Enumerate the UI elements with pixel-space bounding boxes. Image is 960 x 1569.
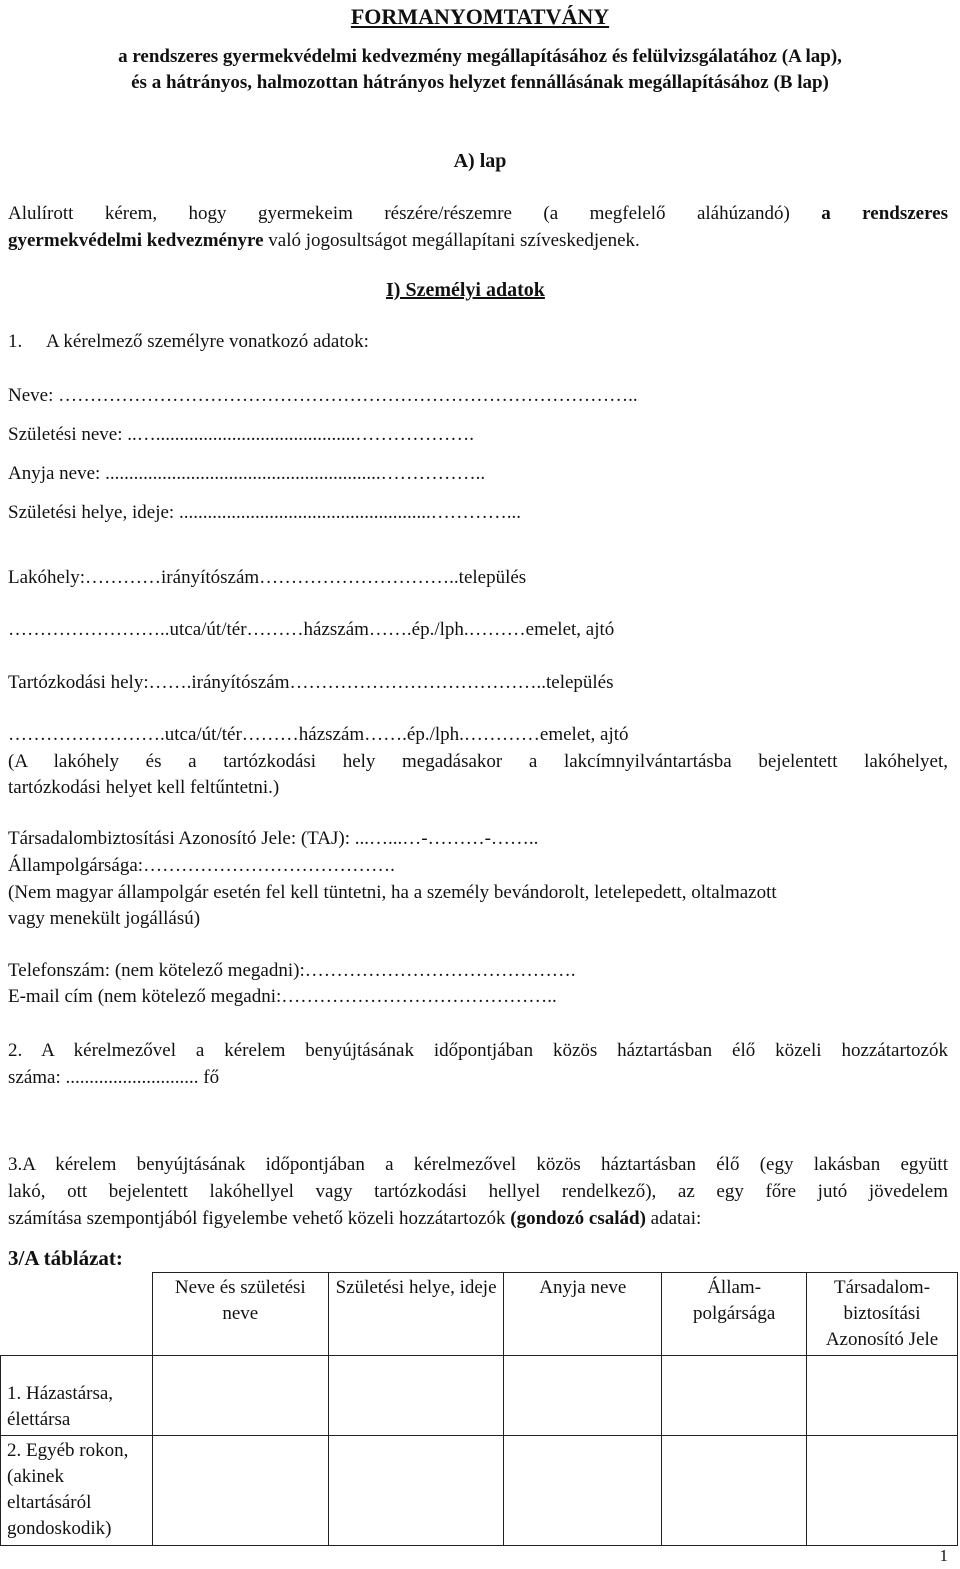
section-personal-data: I) Személyi adatok [386,279,545,301]
table-3a-title: 3/A táblázat: [8,1246,123,1270]
cell-relative-name[interactable] [152,1436,328,1546]
cell-spouse-taj[interactable] [807,1356,958,1436]
sheet-label: A) lap [453,150,507,172]
cell-spouse-name[interactable] [152,1356,328,1436]
item3-line1: 3.A kérelem benyújtásának időpontjában a kérelmezővel közös háztartásban élő (egy lakásban együtt [8,1154,948,1175]
intro-line2-bold: gyermekvédelmi kedvezményre [8,230,264,251]
field-mother-name[interactable]: Anyja neve: ..........................................................…………….. [8,463,486,484]
form-subtitle-line2: és a hátrányos, halmozottan hátrányos helyzet fennállásának megállapításához (B lap) [131,72,829,93]
field-birth-name[interactable]: Születési neve: ..…..........................................………………. [8,424,474,445]
intro-line1 [8,203,948,225]
field-phone[interactable]: Telefonszám: (nem kötelező megadni):……………………………………. [8,960,576,981]
field-temp-residence-line2[interactable]: …………………….utca/út/tér………házszám…….ép./lph.…………emelet, ajtó [8,724,629,745]
table-header-citizenship: Állam-polgársága [662,1273,807,1356]
item3-line3-bold: (gondozó család) [510,1208,646,1229]
intro-line2 [8,230,640,252]
field-residence-line1[interactable]: Lakóhely:…………irányítószám…………………………..település [8,567,527,588]
page-number: 1 [939,1546,948,1565]
item2-line2[interactable]: száma: ............................ fő [8,1067,220,1088]
table-header-birth-place: Születési helye, ideje [328,1273,504,1356]
table-header-row [1,1273,958,1356]
address-note-line1: (A lakóhely és a tartózkodási hely megadásakor a lakcímnyilvántartásba bejelentett lakóhelyet, [8,751,948,772]
item3-line3-text: számítása szempontjából figyelembe vehető közeli hozzátartozók [8,1208,506,1229]
item3-line3-end: adatai: [650,1208,702,1229]
field-email[interactable]: E-mail cím (nem kötelező megadni:…………………………………….. [8,986,557,1007]
field-citizenship[interactable]: Állampolgársága:…………………………………. [8,855,395,876]
field-residence-line2[interactable]: ……………………..utca/út/tér………házszám…….ép./lph.………emelet, ajtó [8,619,615,640]
cell-relative-citizenship[interactable] [662,1436,807,1546]
form-subtitle-line1: a rendszeres gyermekvédelmi kedvezmény megállapításához és felülvizsgálatához (A lap), [118,46,842,67]
row-label-spouse: 1. Házastársa, élettársa [1,1356,153,1436]
cell-spouse-birth[interactable] [328,1356,504,1436]
item1-heading: A kérelmező személyre vonatkozó adatok: [46,331,369,352]
field-birth-place-date[interactable]: Születési helye, ideje: .....................................................…………... [8,502,521,523]
citizenship-note-line2: vagy menekült jogállású) [8,908,201,929]
cell-spouse-mother[interactable] [504,1356,662,1436]
intro-line1-bold: a rendszeres [821,203,949,224]
field-temp-residence-line1[interactable]: Tartózkodási hely:…….irányítószám…………………………………..település [8,672,614,693]
item1-number: 1. [8,331,23,352]
cell-relative-birth[interactable] [328,1436,504,1546]
cell-relative-mother[interactable] [504,1436,662,1546]
table-header-blank [1,1273,153,1356]
table-header-name: Neve és születési neve [152,1273,328,1356]
intro-line1-text: Alulírott kérem, hogy gyermekeim részére/részemre (a megfelelő aláhúzandó) [8,203,790,224]
table-header-mother-name: Anyja neve [504,1273,662,1356]
address-note-line2: tartózkodási helyet kell feltűntetni.) [8,777,280,798]
cell-spouse-citizenship[interactable] [662,1356,807,1436]
intro-line2-text: való jogosultságot megállapítani szíveskedjenek. [268,230,640,251]
row-label-other-relative: 2. Egyéb rokon, (akinek eltartásáról gondoskodik) [1,1436,153,1546]
item3-line2: lakó, ott bejelentett lakóhellyel vagy tartózkodási hellyel rendelkező), az egy főre jutó jövedelem [8,1181,948,1202]
item2-line1: 2. A kérelmezővel a kérelem benyújtásának időpontjában közös háztartásban élő közeli hozzátartozók [8,1040,948,1061]
cell-relative-taj[interactable] [807,1436,958,1546]
household-members-table [0,1272,958,1546]
table-row [1,1436,958,1546]
field-name[interactable]: Neve: ……………………………………………………………………………….. [8,385,638,406]
item3-line3 [8,1208,701,1230]
table-header-taj: Társadalom-biztosítási Azonosító Jele [807,1273,958,1356]
table-row [1,1356,958,1436]
field-taj[interactable]: Társadalombiztosítási Azonosító Jele: (TAJ): ...…...…-………-…….. [8,828,539,849]
form-title: FORMANYOMTATVÁNY [350,4,610,29]
citizenship-note-line1: (Nem magyar állampolgár esetén fel kell tüntetni, ha a személy bevándorolt, letelepedett, oltalmazott [8,882,777,903]
